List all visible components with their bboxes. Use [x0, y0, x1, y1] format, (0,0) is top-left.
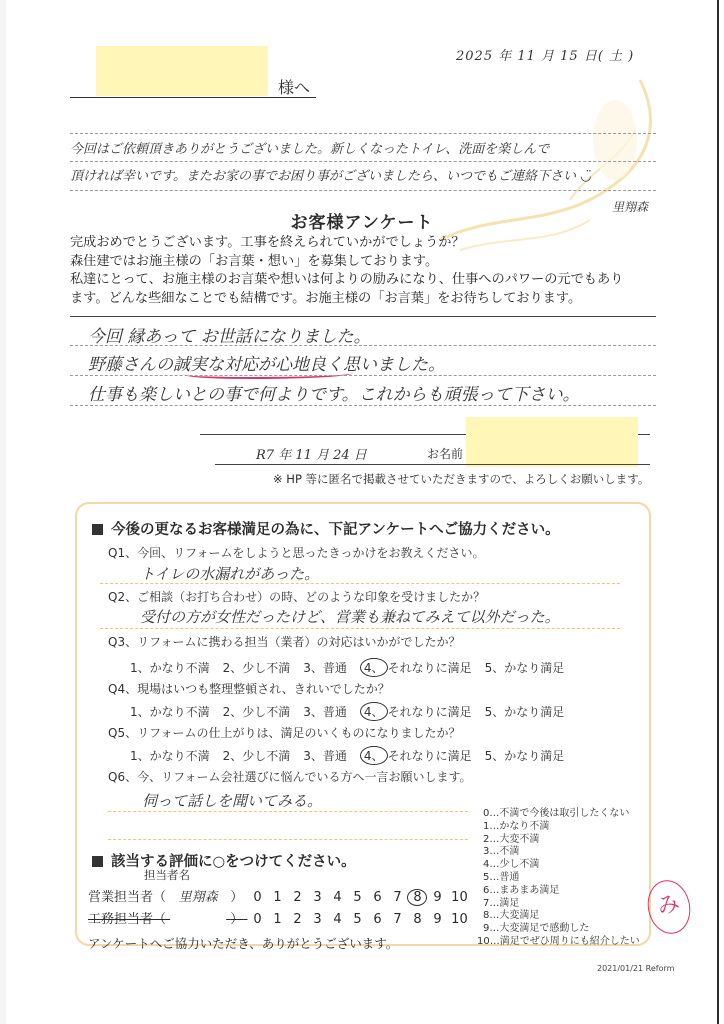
section1-title-text: 今後の更なるお客様満足の為に、下記アンケートへご協力ください。	[111, 522, 560, 538]
letter-date: 2025 年 11 月 15 日( 土 )	[456, 49, 635, 64]
option-4-label: それなりに満足	[387, 749, 472, 763]
letter-rule	[70, 190, 656, 191]
section2-title-text: 該当する評価に○をつけてください。	[111, 854, 356, 870]
option-4-label: それなりに満足	[387, 661, 472, 675]
score-4[interactable]: 4	[333, 912, 342, 927]
score-4[interactable]: 4	[333, 890, 342, 905]
letter-rule	[70, 161, 656, 162]
q2-answer: 受付の方が女性だったけど、営業も兼ねてみえて以外だった。	[140, 608, 560, 626]
intro-line: 完成おめでとうございます。工事を終えられていかがでしょうか？	[70, 235, 465, 250]
square-bullet-icon	[92, 524, 103, 535]
answer-rule	[108, 839, 468, 840]
q2-question: Q2、ご相談（お打ち合わせ）の時、どのような印象を受けましたか？	[108, 590, 486, 604]
q3-options	[130, 658, 577, 677]
section1-title	[92, 518, 560, 539]
construction-staff-row-struck	[88, 908, 471, 927]
legend-item: 2…大変不満	[483, 833, 540, 845]
answer-rule	[100, 628, 620, 629]
answer-rule	[108, 811, 468, 812]
comment-line-3: 仕事も楽しいとの事で何よりです。これからも頑張って下さい。	[88, 385, 580, 405]
staff-name-label: 担当者名	[144, 868, 190, 882]
paren: ）	[230, 912, 244, 927]
score-2[interactable]: 2	[293, 912, 302, 927]
letter-rule	[70, 133, 656, 134]
construction-score-options	[247, 912, 471, 927]
score-0[interactable]: 0	[253, 890, 262, 905]
q6-question: Q6、今、リフォーム会社選びに悩んでいる方へ一言お願いします。	[108, 770, 472, 784]
score-10[interactable]: 10	[451, 912, 468, 927]
scan-edge-shade	[0, 0, 6, 1024]
sales-score-options	[247, 890, 471, 905]
option-5[interactable]: 5、かなり満足	[484, 661, 565, 675]
legend-item: 7…満足	[483, 897, 520, 909]
score-3[interactable]: 3	[313, 890, 322, 905]
recipient-name-redacted	[96, 46, 268, 96]
red-approval-stamp-icon: み	[643, 876, 695, 938]
option-5[interactable]: 5、かなり満足	[484, 705, 565, 719]
q4-options	[130, 702, 577, 721]
paren: ）	[230, 890, 244, 905]
scan-edge-line	[717, 0, 719, 1024]
q4-question: Q4、現場はいつも整理整頓され、きれいでしたか？	[108, 682, 390, 696]
intro-line: ます。どんな些細なことでも結構です。お施主様の「お言葉」をお待ちしております。	[70, 290, 582, 306]
score-0[interactable]: 0	[253, 912, 262, 927]
q5-options	[130, 746, 577, 765]
score-6[interactable]: 6	[373, 912, 382, 927]
score-5[interactable]: 5	[353, 912, 362, 927]
answer-rule	[100, 583, 620, 584]
letter-signature: 里翔森	[612, 200, 649, 214]
construction-staff-label: 工務担当者（	[88, 912, 167, 927]
option-3[interactable]: 3、普通	[303, 661, 347, 675]
comment-rule	[70, 345, 656, 346]
comment-line-2: 野藤さんの誠実な対応が心地良く思いました。	[88, 355, 445, 375]
rating-legend	[477, 808, 640, 949]
sales-staff-row	[88, 886, 471, 906]
sales-staff-name: 里翔森	[178, 890, 218, 905]
comment-rule	[70, 375, 656, 376]
section2-title	[92, 850, 356, 871]
sales-staff-label: 営業担当者（	[88, 890, 167, 905]
legend-item: 1…かなり不満	[483, 820, 550, 832]
recipient-suffix: 様へ	[278, 78, 311, 97]
score-7[interactable]: 7	[393, 912, 402, 927]
score-8[interactable]: 8	[413, 912, 422, 927]
option-4-selected[interactable]: 4、	[360, 658, 388, 677]
option-4-selected[interactable]: 4、	[360, 746, 388, 765]
option-1[interactable]: 1、かなり不満	[130, 705, 210, 719]
score-2[interactable]: 2	[293, 890, 302, 905]
option-3[interactable]: 3、普通	[303, 705, 347, 719]
option-2[interactable]: 2、少し不満	[222, 661, 291, 675]
intro-line: 私達にとって、お施主様のお言葉や想いは何よりの励みになり、仕事へのパワーの元でもあり	[70, 272, 624, 287]
comment-top-rule	[70, 316, 656, 317]
construction-staff-name-empty	[170, 912, 226, 927]
square-bullet-icon	[92, 856, 103, 867]
score-9[interactable]: 9	[433, 912, 442, 927]
signature-bottom-rule	[215, 464, 650, 465]
customer-name-redacted	[466, 417, 638, 467]
letter-line-1: 今回はご依頼頂きありがとうございました。新しくなったトイレ、洗面を楽しんで	[70, 142, 550, 157]
score-10[interactable]: 10	[451, 890, 468, 905]
score-3[interactable]: 3	[313, 912, 322, 927]
name-label: お名前	[427, 447, 464, 461]
legend-item: 9…大変満足で感動した	[483, 923, 590, 935]
form-version: 2021/01/21 Reform	[597, 964, 675, 973]
legend-item: 6…まあまあ満足	[483, 884, 560, 896]
legend-item: 3…不満	[483, 846, 520, 858]
legend-item: 10…満足でぜひ周りにも紹介したい	[477, 935, 640, 947]
score-6[interactable]: 6	[373, 890, 382, 905]
score-8-selected[interactable]: 8	[407, 889, 427, 906]
survey-intro	[70, 234, 623, 308]
legend-item: 0…不満で今後は取引したくない	[483, 808, 630, 819]
option-2[interactable]: 2、少し不満	[222, 749, 291, 763]
q1-answer: トイレの水漏れがあった。	[140, 565, 320, 583]
option-5[interactable]: 5、かなり満足	[484, 749, 565, 763]
q5-question: Q5、リフォームの仕上がりは、満足のいくものになりましたか？	[108, 726, 461, 740]
comment-line-1: 今回 縁あって お世話になりました。	[88, 327, 371, 347]
option-2[interactable]: 2、少し不満	[222, 705, 291, 719]
q6-answer: 伺って話しを聞いてみる。	[142, 792, 323, 810]
option-1[interactable]: 1、かなり不満	[130, 661, 210, 675]
q1-question: Q1、今回、リフォームをしようと思ったきっかけをお教えください。	[108, 546, 485, 560]
option-1[interactable]: 1、かなり不満	[130, 749, 210, 763]
legend-item: 8…大変満足	[483, 910, 540, 922]
score-9[interactable]: 9	[433, 890, 442, 905]
legend-item: 5…普通	[483, 871, 520, 883]
signature-date: R7 年 11 月 24 日	[256, 448, 367, 463]
option-3[interactable]: 3、普通	[303, 749, 347, 763]
score-1[interactable]: 1	[273, 912, 282, 927]
score-5[interactable]: 5	[353, 890, 362, 905]
survey-title: お客様アンケート	[290, 213, 434, 233]
red-underline-mark	[185, 369, 353, 379]
option-4-selected[interactable]: 4、	[360, 702, 388, 721]
intro-line: 森住建ではお施主様の「お言葉・想い」を募集しております。	[70, 253, 439, 269]
comment-rule	[70, 405, 656, 406]
letter-line-2: 頂ければ幸いです。またお家の事でお困り事がございましたら、いつでもご連絡下さい ◡̈	[70, 169, 592, 184]
anonymity-note: ※ HP 等に匿名で掲載させていただきますので、よろしくお願いします。	[273, 472, 650, 486]
thanks-message: アンケートへご協力いただき、ありがとうございます。	[88, 936, 399, 951]
score-7[interactable]: 7	[393, 890, 402, 905]
recipient-underline	[70, 97, 316, 98]
q3-question: Q3、リフォームに携わる担当（業者）の対応はいかがでしたか？	[108, 635, 461, 649]
score-1[interactable]: 1	[273, 890, 282, 905]
legend-item: 4…少し不満	[483, 859, 540, 871]
option-4-label: それなりに満足	[387, 705, 472, 719]
